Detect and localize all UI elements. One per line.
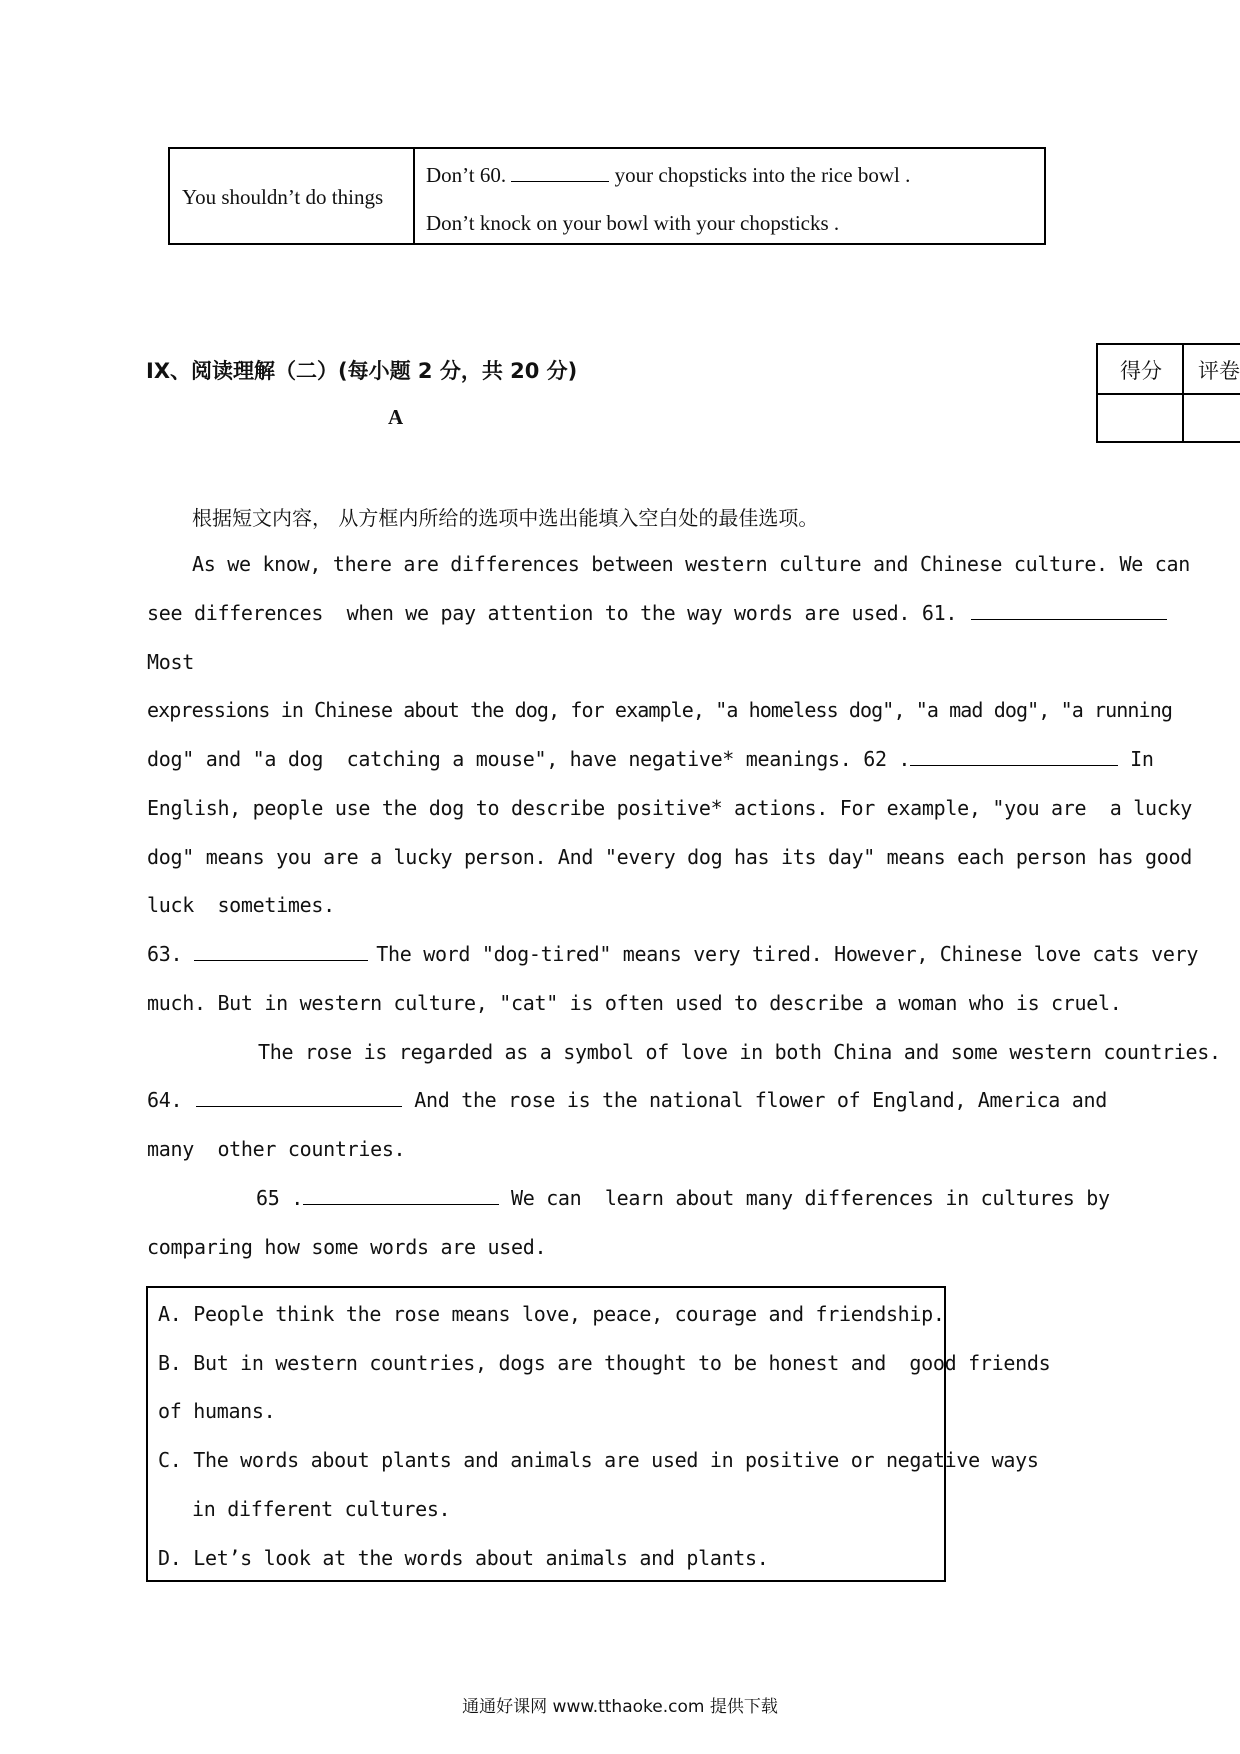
table-divider: [413, 149, 415, 243]
blank-63[interactable]: [194, 942, 368, 961]
passage-line-14-num: 65 .: [256, 1186, 303, 1210]
passage-line-9-num: 63.: [147, 942, 183, 966]
passage-line-13: many other countries.: [147, 1137, 406, 1161]
table-left-cell: You shouldn’t do things: [182, 185, 384, 209]
passage-line-4: expressions in Chinese about the dog, for example, "a homeless dog", "a mad dog", "a running: [147, 698, 1172, 722]
passage-line-14: [256, 1186, 1110, 1210]
part-label: A: [388, 405, 404, 429]
passage-line-2-text: see differences when we pay attention to the way words are used. 61.: [147, 601, 958, 625]
passage-line-12: [147, 1088, 1107, 1112]
passage-line-8: luck sometimes.: [147, 893, 335, 917]
score-box-hline: [1098, 393, 1240, 395]
passage-line-12-num: 64.: [147, 1088, 183, 1112]
passage-line-2: [147, 601, 1167, 625]
footer: 通通好课网 www.tthaoke.com 提供下载: [462, 1697, 778, 1717]
blank-64[interactable]: [196, 1088, 402, 1107]
culture-table: [168, 147, 1046, 245]
passage-line-15: comparing how some words are used.: [147, 1235, 547, 1259]
blank-62[interactable]: [910, 747, 1118, 766]
option-c-continued: in different cultures.: [192, 1497, 451, 1521]
options-box: [146, 1286, 946, 1582]
passage-line-10: much. But in western culture, "cat" is often used to describe a woman who is cruel.: [147, 991, 1122, 1015]
passage-line-7: dog" means you are a lucky person. And "every dog has its day" means each person has good: [147, 845, 1192, 869]
table-row-1: [426, 163, 910, 188]
option-d: D. Let’s look at the words about animals and plants.: [158, 1546, 769, 1570]
reviewer-label: 评卷: [1198, 359, 1240, 383]
blank-65[interactable]: [303, 1186, 499, 1205]
score-label: 得分: [1120, 359, 1162, 383]
option-c: C. The words about plants and animals are used in positive or negative ways: [158, 1448, 1039, 1472]
passage-line-1: As we know, there are differences between western culture and Chinese culture. We can: [192, 552, 1190, 576]
option-a: A. People think the rose means love, peace, courage and friendship.: [158, 1302, 945, 1326]
passage-line-6: English, people use the dog to describe positive* actions. For example, "you are a lucky: [147, 796, 1192, 820]
passage-line-11: The rose is regarded as a symbol of love in both China and some western countries.: [258, 1040, 1221, 1064]
passage-line-5-end: In: [1130, 747, 1154, 771]
table-row-2: Don’t knock on your bowl with your chopsticks .: [426, 211, 840, 235]
passage-line-9: [147, 942, 1198, 966]
passage-line-5-text: dog" and "a dog catching a mouse", have negative* meanings. 62 .: [147, 747, 911, 771]
passage-line-5: [147, 747, 1154, 771]
blank-61[interactable]: [971, 601, 1167, 620]
option-b-continued: of humans.: [158, 1399, 276, 1423]
passage-line-3: Most: [147, 650, 194, 674]
instruction: 根据短文内容， 从方框内所给的选项中选出能填入空白处的最佳选项。: [192, 506, 819, 530]
score-box: [1096, 343, 1240, 443]
table-row-1-start: Don’t 60.: [426, 163, 512, 187]
section-heading: IX、阅读理解（二）(每小题 2 分，共 20 分): [146, 359, 578, 383]
passage-line-9-text: The word "dog-tired" means very tired. However, Chinese love cats very: [376, 942, 1199, 966]
passage-line-12-text: And the rose is the national flower of England, America and: [414, 1088, 1107, 1112]
passage-line-14-text: We can learn about many differences in cultures by: [510, 1186, 1110, 1210]
table-row-1-end: your chopsticks into the rice bowl .: [609, 163, 911, 187]
option-b: B. But in western countries, dogs are thought to be honest and good friends: [158, 1351, 1051, 1375]
blank-60[interactable]: [511, 163, 609, 182]
